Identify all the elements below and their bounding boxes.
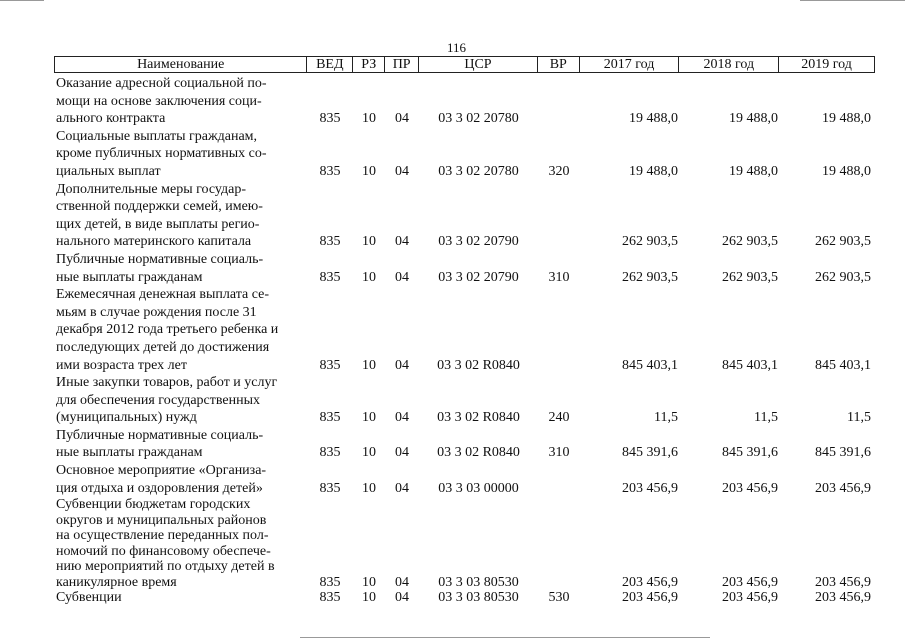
row-csr: 03 3 03 80530 (438, 574, 519, 590)
row-rz: 10 (362, 574, 376, 590)
row-csr: 03 3 03 80530 (438, 590, 519, 606)
row-2019: 11,5 (847, 410, 871, 426)
row-2018: 203 456,9 (722, 574, 778, 590)
row-2017: 203 456,9 (622, 574, 678, 590)
row-pr: 04 (395, 357, 409, 373)
header-vr: ВР (538, 57, 580, 72)
row-2017: 262 903,5 (622, 234, 678, 250)
row-rz: 10 (362, 234, 376, 250)
page-number: 116 (447, 40, 467, 55)
row-2019: 203 456,9 (815, 480, 871, 496)
table-header (54, 56, 875, 73)
row-2018: 845 403,1 (722, 357, 778, 373)
row-pr: 04 (395, 234, 409, 250)
row-2017: 262 903,5 (622, 269, 678, 285)
header-csr: ЦСР (419, 57, 538, 72)
row-2018: 262 903,5 (722, 269, 778, 285)
row-vr: 310 (548, 269, 570, 285)
row-vr: 320 (548, 163, 570, 179)
table-row (56, 251, 875, 286)
row-pr: 04 (395, 410, 409, 426)
row-vr: 530 (548, 590, 570, 606)
row-ved: 835 (319, 111, 341, 127)
row-2019: 845 391,6 (815, 445, 871, 461)
row-name: Субвенции (56, 590, 122, 606)
row-2018: 262 903,5 (722, 234, 778, 250)
row-csr: 03 3 03 00000 (438, 480, 519, 496)
row-rz: 10 (362, 480, 376, 496)
row-ved: 835 (319, 574, 341, 590)
row-ved: 835 (319, 269, 341, 285)
row-pr: 04 (395, 111, 409, 127)
row-2017: 19 488,0 (629, 163, 678, 179)
row-csr: 03 3 02 20780 (438, 111, 519, 127)
row-2019: 262 903,5 (815, 234, 871, 250)
header-name: Наименование (55, 57, 307, 72)
table-row (56, 427, 875, 462)
row-ved: 835 (319, 590, 341, 606)
table-row (56, 75, 875, 128)
row-2018: 845 391,6 (722, 445, 778, 461)
row-pr: 04 (395, 163, 409, 179)
row-rz: 10 (362, 269, 376, 285)
row-ved: 835 (319, 234, 341, 250)
header-pr: ПР (385, 57, 419, 72)
row-2019: 19 488,0 (822, 163, 871, 179)
top-left-scan-edge (0, 0, 44, 1)
row-ved: 835 (319, 410, 341, 426)
row-2018: 19 488,0 (729, 163, 778, 179)
row-2017: 203 456,9 (622, 480, 678, 496)
row-name: Дополнительные меры государ- ственной поддержки семей, имею- щих детей, в виде выплаты регио- нального материнского капитала (56, 181, 263, 250)
row-csr: 03 3 02 20780 (438, 163, 519, 179)
header-2018: 2018 год (679, 57, 779, 72)
table-row (56, 497, 875, 590)
row-2017: 19 488,0 (629, 111, 678, 127)
row-2017: 845 391,6 (622, 445, 678, 461)
row-name: Основное мероприятие «Организа- ция отдыха и оздоровления детей» (56, 463, 267, 496)
row-2019: 262 903,5 (815, 269, 871, 285)
row-ved: 835 (319, 445, 341, 461)
table-row (56, 462, 875, 497)
row-name: Ежемесячная денежная выплата се- мьям в случае рождения после 31 декабря 2012 года третьего ребенка и последующих детей до достижения ими возраста трех лет (56, 287, 279, 373)
row-csr: 03 3 02 20790 (438, 269, 519, 285)
row-csr: 03 3 02 20790 (438, 234, 519, 250)
table-row (56, 374, 875, 427)
table-row (56, 590, 875, 606)
row-name: Субвенции бюджетам городских округов и муниципальных районов на осуществление переданных пол- номочий по финансовому обеспече- нию мероприятий по отдыху детей в каникулярное время (56, 497, 275, 590)
row-ved: 835 (319, 357, 341, 373)
row-vr: 310 (548, 445, 570, 461)
row-pr: 04 (395, 480, 409, 496)
row-csr: 03 3 02 R0840 (437, 357, 520, 373)
row-name: Оказание адресной социальной по- мощи на основе заключения соци- ального контракта (56, 76, 267, 127)
row-rz: 10 (362, 357, 376, 373)
header-2019: 2019 год (801, 57, 852, 72)
row-pr: 04 (395, 445, 409, 461)
row-name: Иные закупки товаров, работ и услуг для обеспечения государственных (муниципальных) нужд (56, 375, 278, 426)
row-csr: 03 3 02 R0840 (437, 445, 520, 461)
row-ved: 835 (319, 480, 341, 496)
row-name: Социальные выплаты гражданам, кроме публичных нормативных со- циальных выплат (56, 128, 267, 179)
row-2019: 845 403,1 (815, 357, 871, 373)
row-2019: 19 488,0 (822, 111, 871, 127)
row-2019: 203 456,9 (815, 574, 871, 590)
row-pr: 04 (395, 590, 409, 606)
row-2017: 203 456,9 (622, 590, 678, 606)
row-csr: 03 3 02 R0840 (437, 410, 520, 426)
table-row (56, 286, 875, 374)
row-name: Публичные нормативные социаль- ные выплаты гражданам (56, 251, 264, 285)
row-2019: 203 456,9 (815, 590, 871, 606)
row-2018: 11,5 (754, 410, 778, 426)
header-2017: 2017 год (580, 57, 680, 72)
row-2018: 203 456,9 (722, 590, 778, 606)
table-body (56, 75, 875, 606)
row-2018: 203 456,9 (722, 480, 778, 496)
table-row (56, 181, 875, 251)
row-rz: 10 (362, 590, 376, 606)
row-ved: 835 (319, 163, 341, 179)
row-rz: 10 (362, 111, 376, 127)
row-2018: 19 488,0 (729, 111, 778, 127)
row-2017: 11,5 (654, 410, 678, 426)
row-pr: 04 (395, 574, 409, 590)
row-pr: 04 (395, 269, 409, 285)
row-rz: 10 (362, 163, 376, 179)
table-row (56, 128, 875, 181)
row-vr: 240 (548, 410, 570, 426)
header-ved: ВЕД (307, 57, 353, 72)
row-2017: 845 403,1 (622, 357, 678, 373)
top-right-scan-edge (800, 0, 905, 1)
row-name: Публичные нормативные социаль- ные выплаты гражданам (56, 427, 264, 461)
row-rz: 10 (362, 445, 376, 461)
row-rz: 10 (362, 410, 376, 426)
header-rz: РЗ (353, 57, 385, 72)
bottom-scan-edge (300, 637, 710, 638)
